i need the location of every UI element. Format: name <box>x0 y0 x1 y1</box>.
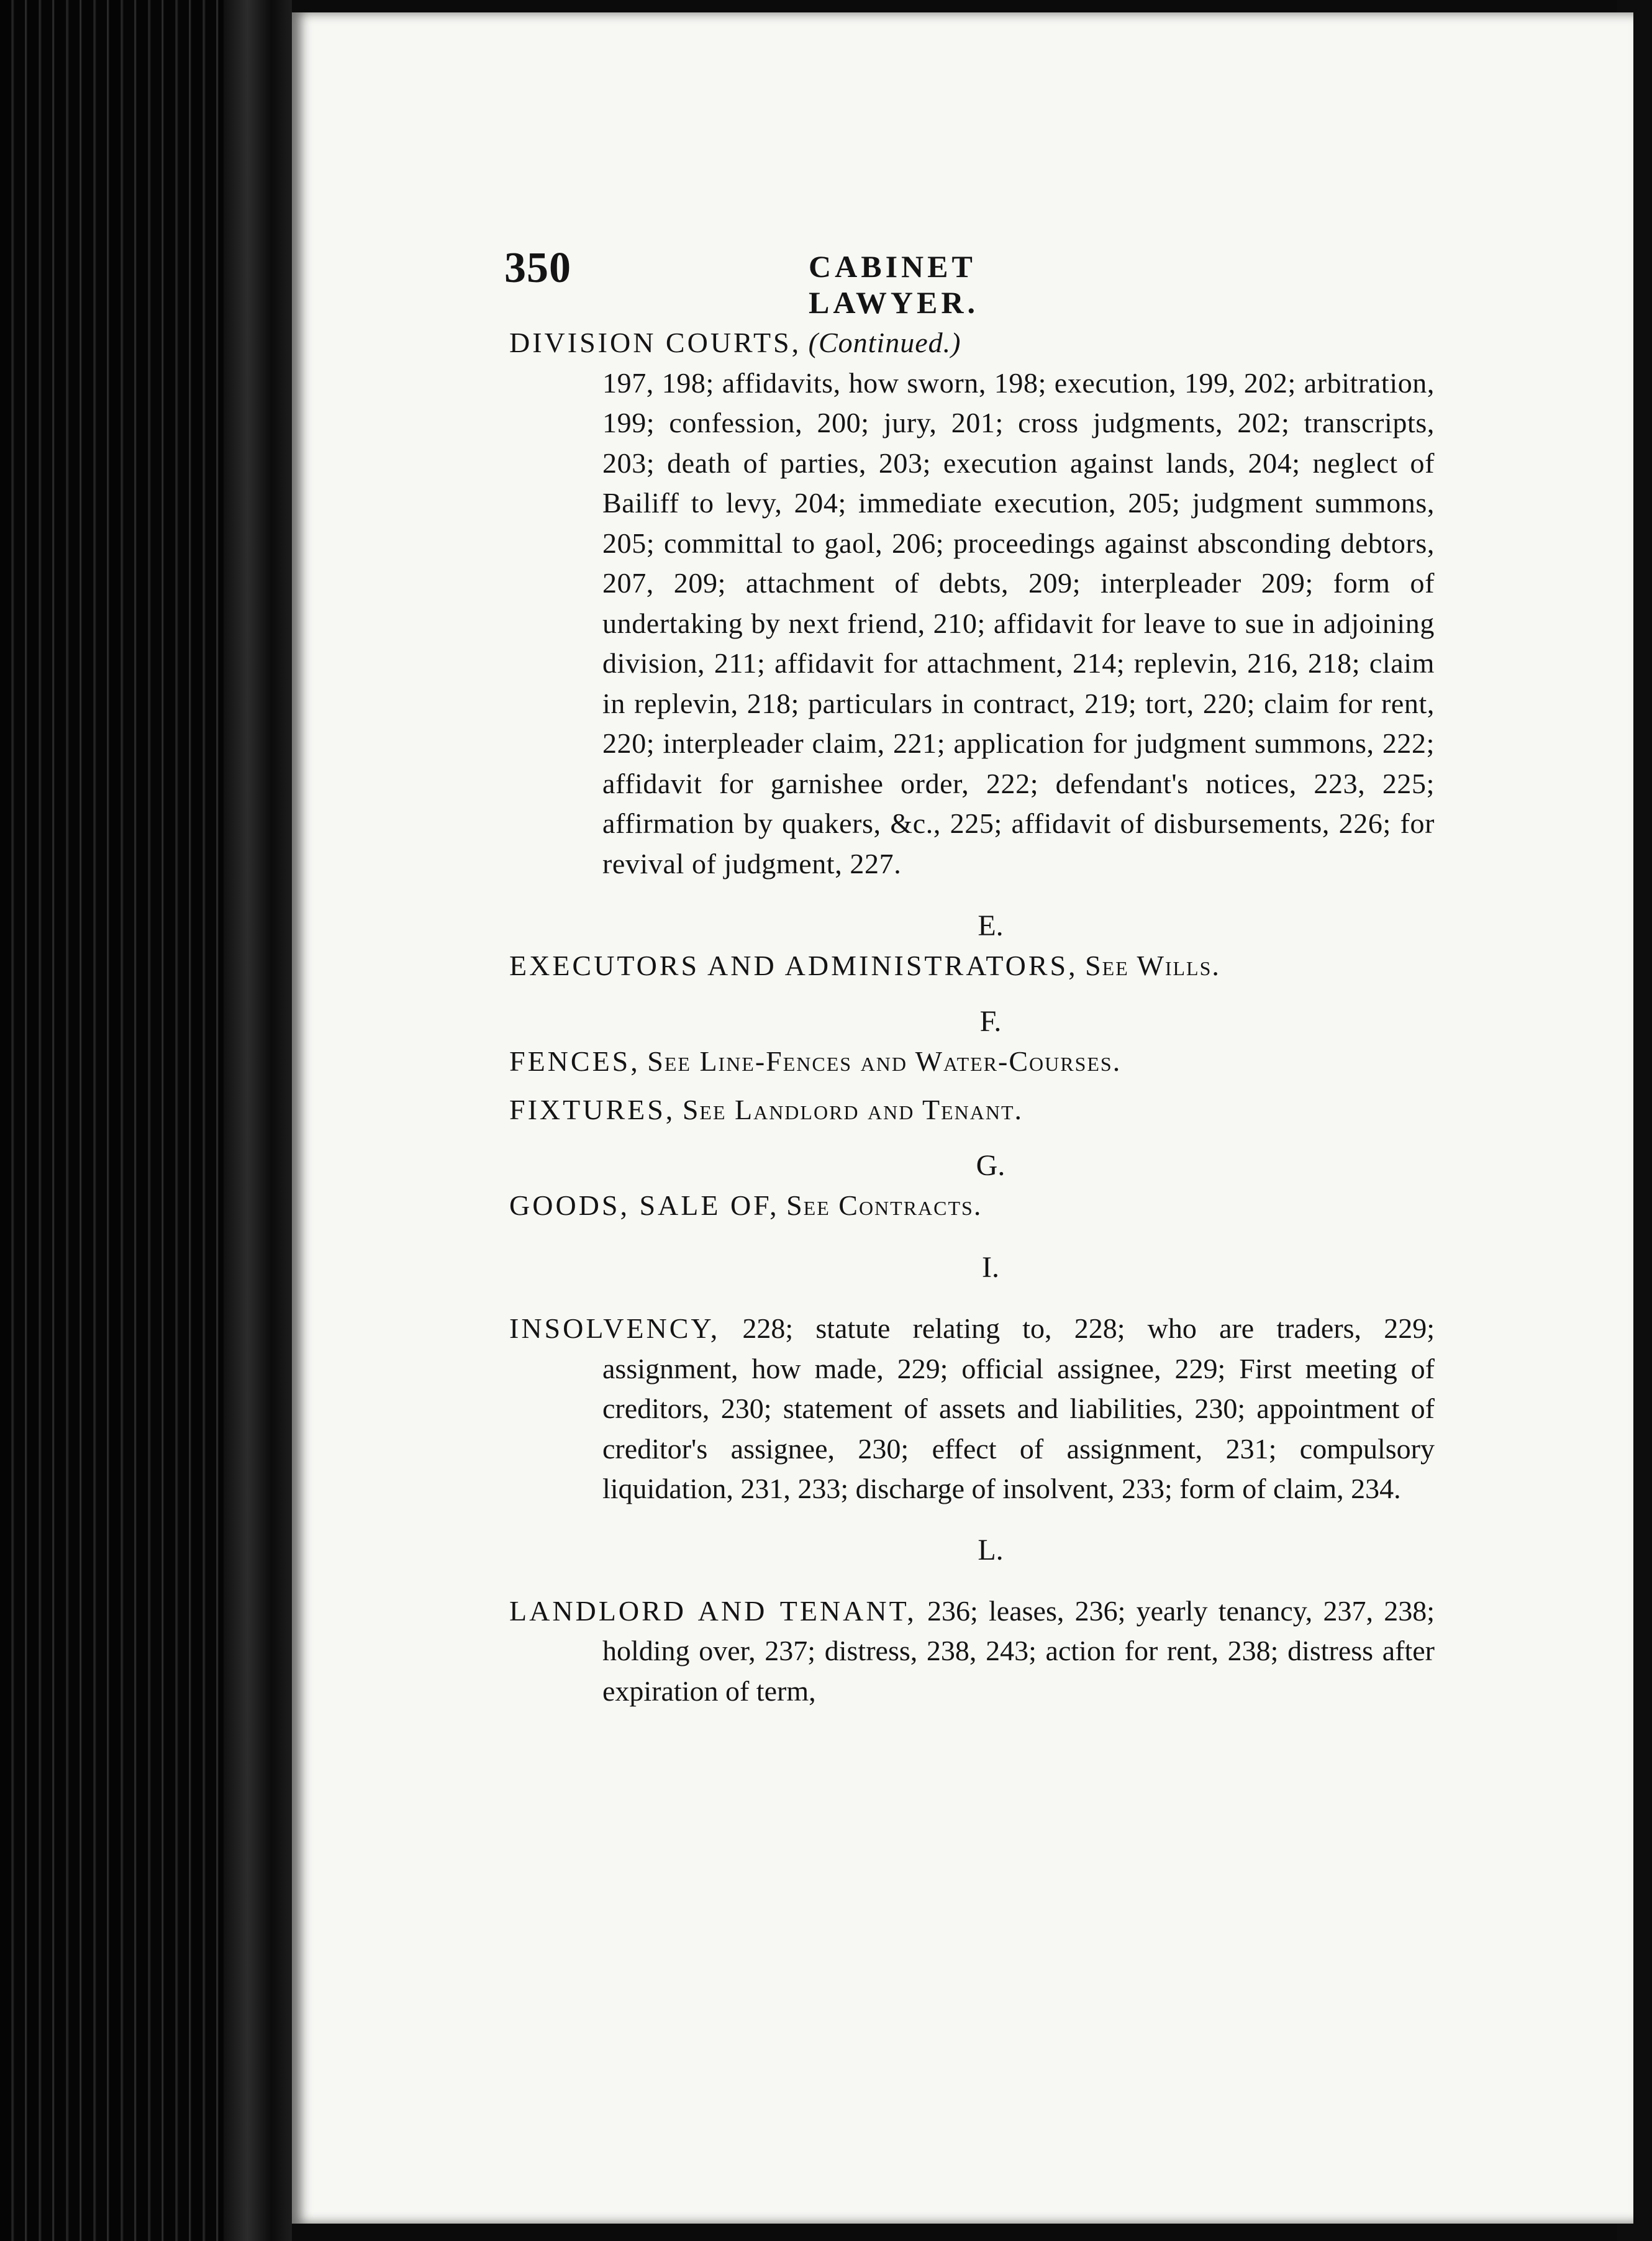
continued-note: (Continued.) <box>808 327 961 358</box>
entry-heading: EXECUTORS AND ADMINISTRATORS, <box>509 950 1078 981</box>
cross-reference: See Wills. <box>1085 950 1220 981</box>
page-stack-shadow <box>224 0 292 2241</box>
entry-heading: INSOLVENCY, <box>509 1312 720 1344</box>
section-letter-f: F. <box>979 1005 1002 1038</box>
entry-heading: FENCES, <box>509 1045 640 1077</box>
entry-body: 197, 198; affidavits, how sworn, 198; execution, 199, 202; arbitration, 199; confession, 200; jury, 201; cross judgments, 202; transcripts, 203; death of parties, 203; execution against lands, 204; neglect of Bailiff to levy, 204; immediate execution, 205; judgment summons, 205; committal to gaol, 206; proceedings against absconding debtors, 207, 209; attachment of debts, 209; interpleader 209; form of undertaking by next friend, 210; affidavit for leave to sue in adjoining division, 211; affidavit for attachment, 214; replevin, 216, 218; claim in replevin, 218; particulars in contract, 219; tort, 220; claim for rent, 220; interpleader claim, 221; application for judgment summons, 222; affidavit for garnishee order, 222; defendant's notices, 223, 225; affirmation by quakers, &c., 225; affidavit of disbursements, 226; for revival of judgment, 227. <box>602 366 1435 880</box>
entry-heading: GOODS, SALE OF, <box>509 1189 779 1221</box>
section-letter-l: L. <box>978 1533 1004 1566</box>
page-number: 350 <box>504 244 571 292</box>
entry-heading: LANDLORD AND TENANT, <box>509 1594 917 1627</box>
entry-division-courts <box>509 323 1435 884</box>
section-letter-e: E. <box>978 909 1004 942</box>
cross-reference: See Line-Fences and Water-Courses. <box>647 1045 1122 1077</box>
page-header <box>504 243 1150 320</box>
entry-heading: DIVISION COURTS, <box>509 327 802 358</box>
entry-body: 236; leases, 236; yearly tenancy, 237, 238; holding over, 237; distress, 238, 243; action for rent, 238; distress after expiration of term, <box>602 1594 1435 1707</box>
entry-landlord-tenant <box>509 1591 1435 1712</box>
entry-heading: FIXTURES, <box>509 1094 676 1125</box>
cross-reference: See Contracts. <box>786 1189 983 1221</box>
section-letter-g: G. <box>976 1149 1005 1182</box>
entry-fences <box>509 1042 1435 1081</box>
entry-goods <box>509 1186 1435 1225</box>
entry-body: 228; statute relating to, 228; who are traders, 229; assignment, how made, 229; official assignee, 229; First meeting of creditors, 230; statement of assets and liabilities, 230; appointment of creditor's assignee, 230; effect of assignment, 231; compulsory liquidation, 231, 233; discharge of insolvent, 233; form of claim, 234. <box>602 1312 1435 1504</box>
index-content <box>509 323 1435 1711</box>
entry-insolvency <box>509 1309 1435 1509</box>
entry-fixtures <box>509 1090 1435 1130</box>
cross-reference: See Landlord and Tenant. <box>682 1094 1023 1125</box>
entry-executors <box>509 946 1435 986</box>
running-title: CABINET LAWYER. <box>809 249 979 320</box>
section-letter-i: I. <box>982 1251 999 1284</box>
